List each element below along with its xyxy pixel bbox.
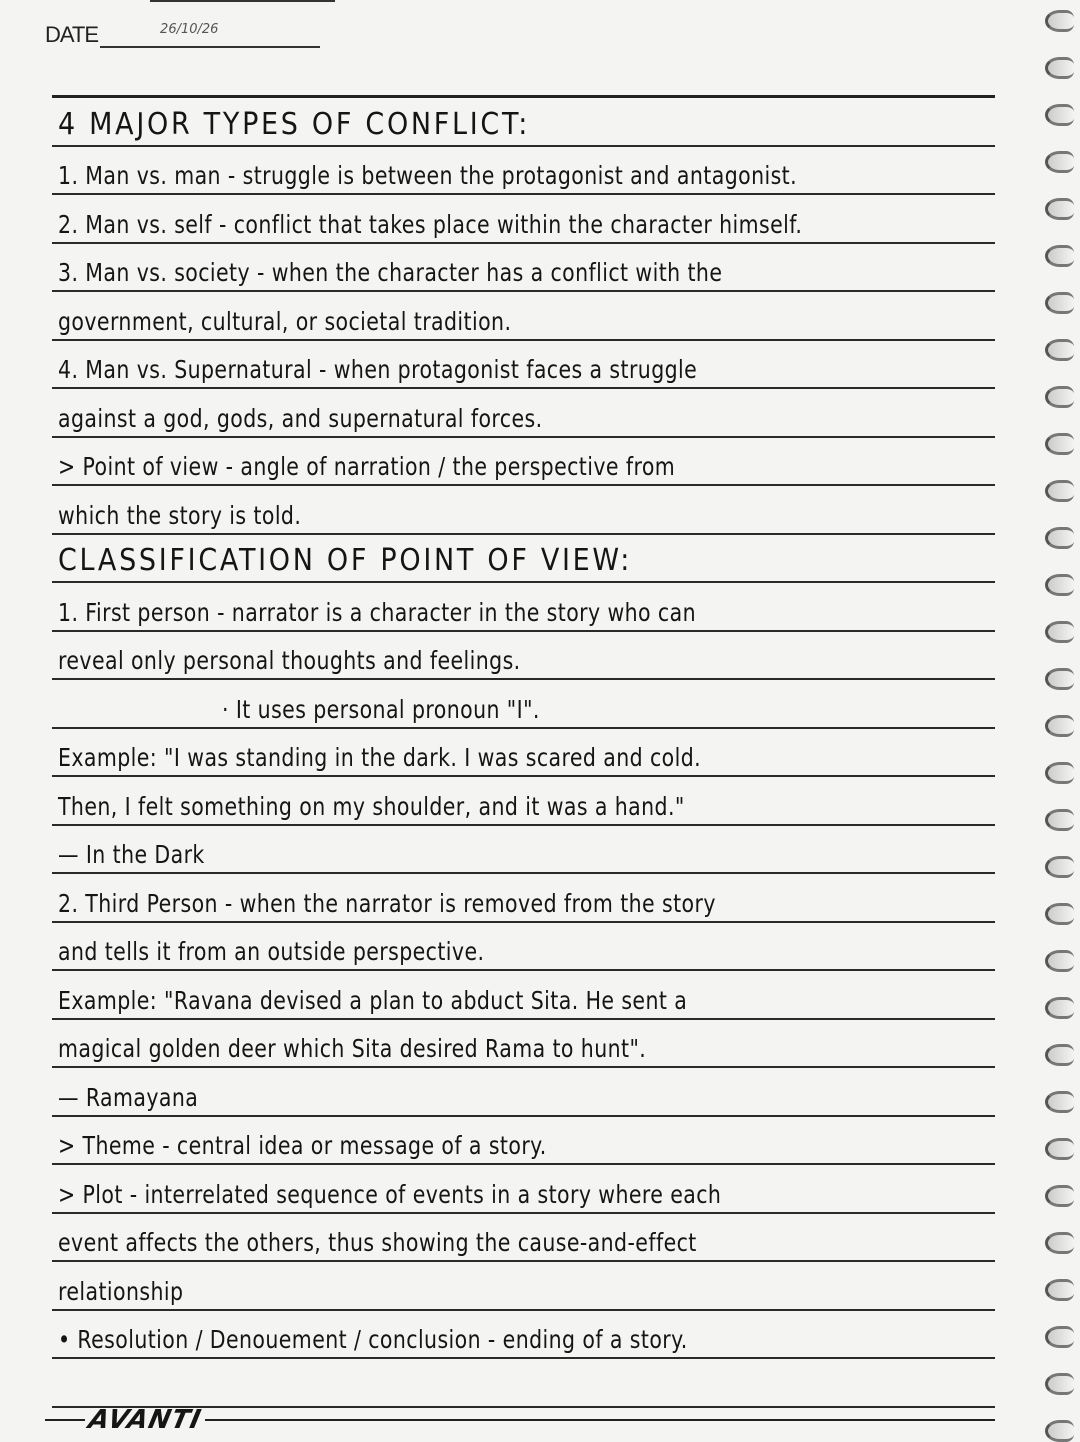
note-line [52, 680, 995, 729]
note-line [52, 292, 995, 341]
footer [45, 1405, 995, 1435]
spiral-coil [1045, 1420, 1074, 1442]
note-line [52, 147, 995, 196]
spiral-coil [1045, 1373, 1074, 1395]
date-field [45, 22, 320, 48]
spiral-coil [1045, 480, 1074, 502]
note-text: — Ramayana [58, 1082, 199, 1112]
note-line [52, 1068, 995, 1117]
footer-rule-left [45, 1419, 85, 1421]
spiral-coil [1045, 1185, 1074, 1207]
spiral-coil [1045, 1326, 1074, 1348]
spiral-coil [1045, 10, 1074, 32]
note-line [52, 244, 995, 293]
spiral-coil [1045, 292, 1074, 314]
note-text: > Point of view - angle of narration / the perspective from [58, 452, 676, 481]
note-text: > Theme - central idea or message of a story. [58, 1131, 547, 1160]
date-value: 26/10/26 [160, 22, 219, 37]
note-line [52, 486, 995, 535]
note-line [52, 923, 995, 972]
note-text: · It uses personal pronoun "I". [222, 694, 540, 724]
note-text: reveal only personal thoughts and feelings. [58, 646, 521, 675]
note-line [52, 438, 995, 487]
spiral-coil [1045, 715, 1074, 737]
spiral-coil [1045, 1138, 1074, 1160]
spiral-coil [1045, 574, 1074, 596]
spiral-coil [1045, 621, 1074, 643]
note-line [52, 195, 995, 244]
note-text: 4 MAJOR TYPES OF CONFLICT: [58, 106, 531, 142]
note-text: 1. Man vs. man - struggle is between the protagonist and antagonist. [58, 161, 798, 190]
note-line [52, 826, 995, 875]
spiral-coil [1045, 57, 1074, 79]
spiral-coil [1045, 245, 1074, 267]
spiral-coil [1045, 151, 1074, 173]
note-text: Example: "I was standing in the dark. I was scared and cold. [58, 743, 702, 772]
note-line [52, 1020, 995, 1069]
brand-logo: AVANTI [85, 1405, 205, 1435]
spiral-coil [1045, 527, 1074, 549]
note-text: magical golden deer which Sita desired Rama to hunt". [58, 1034, 647, 1063]
note-text: which the story is told. [58, 500, 302, 530]
note-text: relationship [58, 1276, 184, 1306]
spiral-coil [1045, 856, 1074, 878]
spiral-coil [1045, 386, 1074, 408]
spiral-coil [1045, 762, 1074, 784]
note-text: 3. Man vs. society - when the character has a conflict with the [58, 258, 723, 287]
footer-rule-right [205, 1419, 995, 1421]
note-text: 4. Man vs. Supernatural - when protagonist faces a struggle [58, 355, 698, 384]
spiral-coil [1045, 1279, 1074, 1301]
note-text: — In the Dark [58, 840, 205, 869]
note-text: 2. Man vs. self - conflict that takes place within the character himself. [58, 209, 803, 239]
note-line [52, 1214, 995, 1263]
note-text: Example: "Ravana devised a plan to abduct Sita. He sent a [58, 985, 688, 1015]
note-line [52, 971, 995, 1020]
spiral-coil [1045, 1044, 1074, 1066]
spiral-coil [1045, 1232, 1074, 1254]
note-line [52, 1117, 995, 1166]
section-heading [52, 98, 995, 147]
spiral-coil [1045, 198, 1074, 220]
note-line [52, 341, 995, 390]
note-line [52, 1165, 995, 1214]
notebook-lines [52, 98, 995, 1408]
page-number-rule [150, 0, 335, 2]
spiral-coil [1045, 997, 1074, 1019]
spiral-coil [1045, 903, 1074, 925]
note-line [52, 729, 995, 778]
note-text: 2. Third Person - when the narrator is removed from the story [58, 888, 716, 918]
note-text: 1. First person - narrator is a character in the story who can [58, 597, 696, 627]
note-text: and tells it from an outside perspective. [58, 937, 485, 966]
date-line [100, 24, 320, 48]
note-text: government, cultural, or societal tradition. [58, 306, 512, 336]
spiral-coil [1045, 104, 1074, 126]
note-text: > Plot - interrelated sequence of events in a story where each [58, 1179, 722, 1209]
note-text: event affects the others, thus showing the cause-and-effect [58, 1228, 697, 1257]
note-text: • Resolution / Denouement / conclusion - ending of a story. [58, 1325, 688, 1354]
spiral-coil [1045, 950, 1074, 972]
note-line [52, 874, 995, 923]
spiral-coil [1045, 668, 1074, 690]
note-line [52, 1359, 995, 1408]
date-label: DATE [45, 22, 99, 47]
spiral-coil [1045, 339, 1074, 361]
section-heading [52, 535, 995, 584]
spiral-coil [1045, 433, 1074, 455]
note-line [52, 632, 995, 681]
note-text: Then, I felt something on my shoulder, and it was a hand." [58, 791, 685, 821]
note-line [52, 1262, 995, 1311]
note-line [52, 389, 995, 438]
note-line [52, 777, 995, 826]
note-line [52, 1311, 995, 1360]
note-line [52, 583, 995, 632]
spiral-coil [1045, 809, 1074, 831]
note-text: against a god, gods, and supernatural forces. [58, 403, 543, 433]
note-text: CLASSIFICATION OF POINT OF VIEW: [58, 543, 633, 578]
spiral-coil [1045, 1091, 1074, 1113]
spiral-binding [1030, 0, 1080, 1440]
